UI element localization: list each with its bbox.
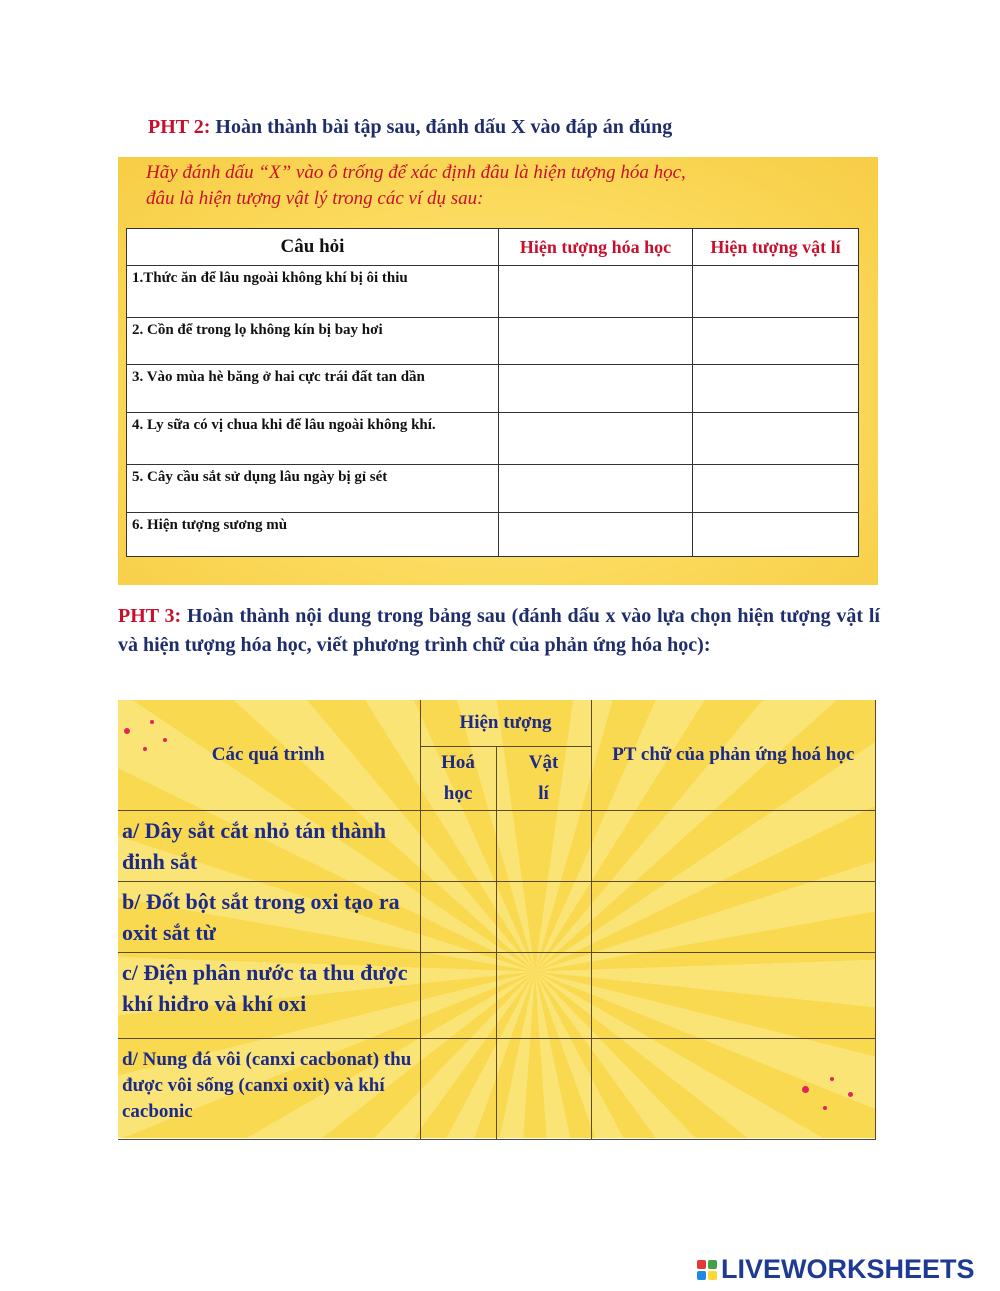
answer-cell-chemical[interactable] bbox=[499, 413, 693, 465]
table-row bbox=[127, 365, 859, 413]
header-question: Câu hỏi bbox=[127, 229, 499, 266]
answer-cell-physical[interactable] bbox=[693, 266, 859, 318]
header-chemical: Hoá học bbox=[420, 746, 496, 810]
answer-cell-chemical[interactable] bbox=[499, 266, 693, 318]
answer-cell-chemical[interactable] bbox=[420, 1038, 496, 1139]
answer-cell-physical[interactable] bbox=[496, 952, 591, 1038]
answer-cell-chemical[interactable] bbox=[420, 810, 496, 881]
pht2-heading bbox=[148, 116, 672, 139]
equation-cell[interactable] bbox=[591, 952, 876, 1038]
header-processes: Các quá trình bbox=[118, 700, 420, 810]
header-physical: Hiện tượng vật lí bbox=[693, 229, 859, 266]
table-row bbox=[118, 952, 876, 1038]
question-cell: 2. Cồn để trong lọ không kín bị bay hơi bbox=[127, 318, 499, 365]
table-row bbox=[127, 318, 859, 365]
pht2-instruction bbox=[146, 160, 786, 212]
equation-cell[interactable] bbox=[591, 1038, 876, 1139]
table-row bbox=[127, 465, 859, 513]
equation-cell[interactable] bbox=[591, 881, 876, 952]
answer-cell-chemical[interactable] bbox=[499, 465, 693, 513]
instruction-line-1: Hãy đánh dấu “X” vào ô trống để xác định đâu là hiện tượng hóa học, bbox=[146, 162, 686, 183]
table-row bbox=[118, 881, 876, 952]
table-row bbox=[118, 1038, 876, 1139]
answer-cell-chemical[interactable] bbox=[499, 513, 693, 557]
table-row bbox=[127, 266, 859, 318]
answer-cell-chemical[interactable] bbox=[499, 365, 693, 413]
table-row bbox=[127, 413, 859, 465]
question-cell: 1.Thức ăn để lâu ngoài không khí bị ôi thiu bbox=[127, 266, 499, 318]
header-phenomenon: Hiện tượng bbox=[420, 700, 591, 746]
pht3-table bbox=[118, 700, 876, 1140]
header-chemical: Hiện tượng hóa học bbox=[499, 229, 693, 266]
header-physical: Vật lí bbox=[496, 746, 591, 810]
instruction-line-2: đâu là hiện tượng vật lý trong các ví dụ sau: bbox=[146, 188, 484, 209]
question-cell: 5. Cây cầu sắt sử dụng lâu ngày bị gỉ sét bbox=[127, 465, 499, 513]
question-cell: 3. Vào mùa hè băng ở hai cực trái đất tan dần bbox=[127, 365, 499, 413]
pht3-title: Hoàn thành nội dung trong bảng sau (đánh dấu x vào lựa chọn hiện tượng vật lí và hiện tượng hóa học, viết phương trình chữ của phản ứng hóa học): bbox=[118, 605, 880, 656]
answer-cell-physical[interactable] bbox=[496, 881, 591, 952]
logo-blocks-icon bbox=[697, 1260, 717, 1280]
pht2-header-row bbox=[127, 229, 859, 266]
pht2-label: PHT 2: bbox=[148, 116, 211, 138]
pht2-title: Hoàn thành bài tập sau, đánh dấu X vào đáp án đúng bbox=[210, 116, 673, 138]
answer-cell-physical[interactable] bbox=[693, 413, 859, 465]
answer-cell-chemical[interactable] bbox=[420, 881, 496, 952]
answer-cell-physical[interactable] bbox=[693, 318, 859, 365]
answer-cell-physical[interactable] bbox=[693, 465, 859, 513]
process-cell: d/ Nung đá vôi (canxi cacbonat) thu được vôi sống (canxi oxit) và khí cacbonic bbox=[118, 1038, 420, 1139]
liveworksheets-logo bbox=[697, 1254, 975, 1285]
answer-cell-chemical[interactable] bbox=[499, 318, 693, 365]
answer-cell-chemical[interactable] bbox=[420, 952, 496, 1038]
table-row bbox=[118, 810, 876, 881]
process-cell: a/ Dây sắt cắt nhỏ tán thành đinh sắt bbox=[118, 810, 420, 881]
question-cell: 6. Hiện tượng sương mù bbox=[127, 513, 499, 557]
process-cell: c/ Điện phân nước ta thu được khí hiđro và khí oxi bbox=[118, 952, 420, 1038]
equation-cell[interactable] bbox=[591, 810, 876, 881]
pht2-table bbox=[126, 228, 859, 557]
question-cell: 4. Ly sữa có vị chua khi để lâu ngoài không khí. bbox=[127, 413, 499, 465]
logo-text: LIVEWORKSHEETS bbox=[721, 1254, 975, 1284]
answer-cell-physical[interactable] bbox=[496, 810, 591, 881]
pht3-header-row-1 bbox=[118, 700, 876, 746]
pht3-heading bbox=[118, 602, 880, 660]
process-cell: b/ Đốt bột sắt trong oxi tạo ra oxit sắt từ bbox=[118, 881, 420, 952]
answer-cell-physical[interactable] bbox=[693, 365, 859, 413]
table-row bbox=[127, 513, 859, 557]
answer-cell-physical[interactable] bbox=[496, 1038, 591, 1139]
header-equation: PT chữ của phản ứng hoá học bbox=[591, 700, 876, 810]
pht3-label: PHT 3: bbox=[118, 605, 182, 627]
answer-cell-physical[interactable] bbox=[693, 513, 859, 557]
